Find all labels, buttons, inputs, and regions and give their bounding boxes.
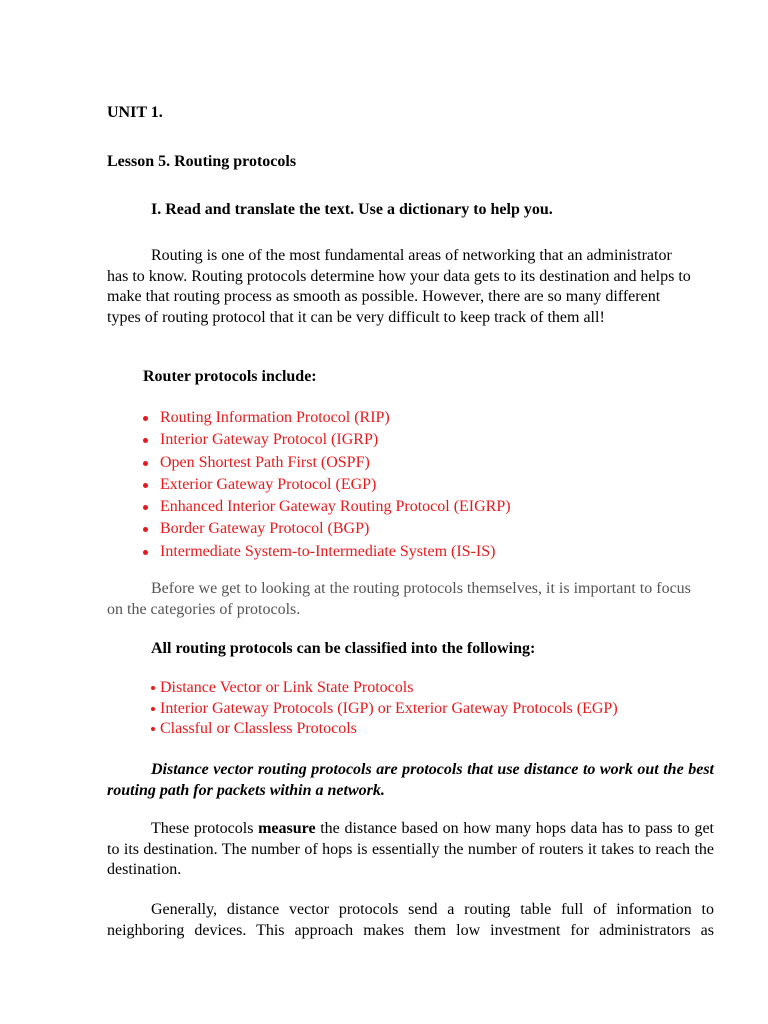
list-item: Interior Gateway Protocol (IGRP) bbox=[141, 429, 511, 451]
distance-vector-definition: Distance vector routing protocols are protocols that use distance to work out the best routing path for packets within a network. bbox=[107, 761, 714, 799]
router-protocols-heading: Router protocols include: bbox=[143, 368, 317, 385]
task-heading: I. Read and translate the text. Use a dictionary to help you. bbox=[151, 201, 553, 218]
bullet-icon bbox=[143, 416, 148, 421]
categories-paragraph: Before we get to looking at the routing protocols themselves, it is important to focus on the categories of protocols. bbox=[107, 580, 691, 618]
list-item: Distance Vector or Link State Protocols bbox=[151, 678, 618, 699]
bullet-icon bbox=[143, 438, 148, 443]
intro-paragraph: Routing is one of the most fundamental areas of networking that an administrator has to know. Routing protocols determine how your data gets to its destination and helps to make that routing process as smooth as possible. However, there are so many different types of routing protocol that it can be very difficult to keep track of them all! bbox=[107, 247, 691, 326]
classification-list bbox=[151, 678, 618, 740]
bullet-icon bbox=[151, 727, 155, 731]
list-item: Exterior Gateway Protocol (EGP) bbox=[141, 474, 511, 496]
measure-paragraph: These protocols measure the distance based on how many hops data has to pass to get to its destination. The number of hops is essentially the number of routers it takes to reach the destination. bbox=[107, 820, 714, 878]
bullet-icon bbox=[151, 686, 155, 690]
unit-title: UNIT 1. bbox=[107, 104, 163, 121]
router-protocols-list bbox=[141, 407, 511, 563]
bullet-icon bbox=[143, 527, 148, 532]
list-item: Interior Gateway Protocols (IGP) or Exterior Gateway Protocols (EGP) bbox=[151, 699, 618, 720]
bullet-icon bbox=[143, 550, 148, 555]
list-item: Intermediate System-to-Intermediate System (IS-IS) bbox=[141, 541, 511, 563]
list-item: Border Gateway Protocol (BGP) bbox=[141, 518, 511, 540]
list-item: Routing Information Protocol (RIP) bbox=[141, 407, 511, 429]
bullet-icon bbox=[143, 461, 148, 466]
bullet-icon bbox=[151, 707, 155, 711]
bullet-icon bbox=[143, 483, 148, 488]
bullet-icon bbox=[143, 505, 148, 510]
lesson-title: Lesson 5. Routing protocols bbox=[107, 153, 297, 170]
list-item: Classful or Classless Protocols bbox=[151, 719, 618, 740]
measure-emphasis: measure bbox=[258, 820, 316, 837]
list-item: Open Shortest Path First (OSPF) bbox=[141, 452, 511, 474]
classification-heading: All routing protocols can be classified into the following: bbox=[151, 640, 536, 657]
generally-paragraph: Generally, distance vector protocols send a routing table full of information to neighboring devices. This approach makes them low investment for administrators as bbox=[107, 901, 714, 939]
list-item: Enhanced Interior Gateway Routing Protocol (EIGRP) bbox=[141, 496, 511, 518]
